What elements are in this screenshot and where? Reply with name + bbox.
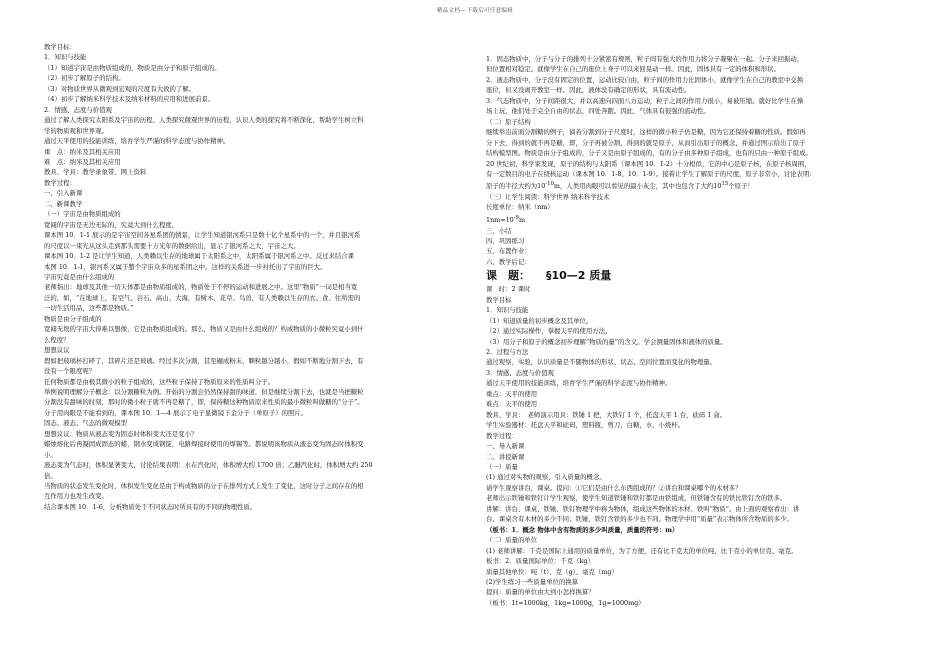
nm-unit: m: [518, 216, 525, 225]
atom-radius-base: 10: [537, 182, 546, 191]
text-line: 继续举出前面分割糖的例子，倘若分割到分子尺度时，这样的微小粒子仍是糖，因为它还保持着糖的性质。假如再: [486, 128, 806, 137]
text-line: 3．气态物质中，分子间距很大，并以高速向四面八方运动，粒子之间的作用力很小，易被压缩。就好比学生在操: [486, 96, 804, 105]
text-line: 讲解：讲台、课桌、铁锤、铁钉物理学中称为物体，组成这些物体的木材、铁叫“物质”。由上面的观察看出：讲: [486, 504, 800, 513]
text-line: 通过天平使用的技能训练，培育学生严谨的科学态度与协作精神。: [44, 137, 230, 146]
text-line: 想想议议：物质从液态变为固态时体积变大还是变小？: [44, 429, 198, 438]
text-line: 分割没有甜味的时刻，那时的微小粒子就不再是糖了，即，保持糖这种物质原来性质的最小微粒叫做糖的“分子”。: [44, 398, 364, 407]
text-line: 学生实验器材：托盘天平和砝码，塑料瓶，剪刀，白糖，水，小烧杯。: [486, 421, 685, 430]
left-column: [44, 42, 474, 512]
text-line: 一、引入新课: [44, 189, 83, 198]
text-line: 重点：天平的使用: [486, 389, 538, 398]
text-line: 通过天平使用的技能训练，培育学生严谨的科学态度与协作精神。: [486, 379, 672, 388]
text-line: 五、布置作业：: [486, 247, 531, 256]
text-line: 长度单位：纳米（nm）: [486, 203, 554, 212]
text-line: 但位置相对稳定。就像学生在自己的座位上身子可以来回晃动一样。因此，固体具有一定的体积和形状。: [486, 65, 780, 74]
text-line: 假如把玻璃杯打碎了，其碎片还是玻璃。经过多次分割，甚至碾成粉末，颗粒越分越小，假如不断地分割下去，有: [44, 356, 364, 365]
text-line: 一、导入新课: [486, 442, 525, 451]
atom-size-line: [486, 179, 916, 192]
text-line: （4）初步了解纳米科学技术及纳米材料的应用和进展前景。: [44, 95, 215, 104]
text-line: 课本图 10．1-2 是让学生知道，人类赖以生存的地球属于太阳系之中，太阳系属于银河系之中。反过来结合课: [44, 252, 355, 261]
right-column-mid: [486, 192, 916, 267]
atom-size-suffix: 个原子！: [728, 182, 754, 191]
atom-size-prefix: 原子的半径大约为: [486, 182, 538, 191]
text-line: （二）质量的单位: [486, 536, 538, 545]
atom-radius-exponent: -10: [545, 181, 554, 188]
text-line: （一）质量: [486, 463, 518, 472]
text-line: 泛的，如，“在地球上，有空气、岩石、高山、大海，有树木、花草、鸟兽，有人类赖以生存的衣、食、住所需的: [44, 293, 361, 302]
nm-exponent: -9: [513, 214, 519, 221]
text-line: 的尺度以一束光从这头走到那头需要十万光年的数据给出，显示了银河系之大，宇宙之大。: [44, 241, 300, 250]
text-line: （2）通过实际操作，掌握天平的使用方法。: [486, 327, 612, 336]
text-line: 三、小结: [486, 226, 512, 235]
text-line: 么程度？: [44, 335, 70, 344]
text-line: 固态、液态、气态的微观模型: [44, 419, 128, 428]
text-line: 二、讲授新课: [486, 452, 525, 461]
text-line: 重 点：纳米及其相关应用: [44, 147, 121, 156]
text-line: （二）原子结构: [486, 117, 531, 126]
text-line: 台、课桌含有木材的多少不同；铁锤、铁钉含铁的多少也不同。物理学中用“质量”表示物体所含物质的多少。: [486, 515, 793, 524]
text-line: 宇宙究竟是由什么组成的: [44, 272, 115, 281]
text-line: 座位，但又没离开教室一样。因此，液体没有确定的形状，具有流动性。: [486, 86, 691, 95]
text-line: 教具、学具： 老师演示用具：铁锤 1 把，大铁钉 1 个，托盘天平 1 台，砝码 1 盒。: [486, 410, 727, 419]
text-line: 互作用力也发生改变。: [44, 492, 108, 501]
text-line: (2)学生练习一些质量单位的换算: [486, 578, 579, 586]
atom-size-middle: m，人类用肉眼可以看见的最小灰尘，其中也包含了大约: [553, 182, 714, 191]
text-line: 1．知识与技能: [44, 53, 87, 62]
atom-count-exponent: 15: [721, 181, 729, 188]
right-column: [486, 54, 916, 608]
text-line: （2）初步了解原子的结构。: [44, 74, 125, 83]
text-line: 通过观察、实验，认识质量是不随物体的形状、状态、空间位置而变化的物理量。: [486, 358, 717, 367]
text-line: 举例说明理解分子概念：以分割糖粒为例。开始的分割会仍然保持甜的味道，但是继续分割下去，也就是当把糖粒: [44, 387, 364, 396]
text-line: 小。: [44, 450, 57, 459]
text-line: 没有一个限度呢？: [44, 367, 96, 376]
text-line: 教学目标：: [44, 43, 76, 51]
text-line: 物质是由分子组成的: [44, 314, 102, 323]
text-line: （1）知道质量的初步概念及其单位。: [486, 316, 593, 325]
text-line: 教学目标: [486, 295, 512, 304]
lesson-title-text: §10—2 质量: [546, 269, 612, 283]
text-line: 结构模型图。物质是由分子组成的，分子又是由原子组成的，有的分子由多种原子组成，也有的只由一种原子组成。: [486, 149, 812, 158]
text-line: （板书：1t=1000kg，1kg=1000g，1g=1000mg）: [486, 598, 645, 607]
text-line: 1．固态物质中，分子与分子的排列十分紧密有规则，粒子间有强大的作用力将分子凝聚在一起。分子来回振动，: [486, 55, 804, 63]
text-line: 结合课本图 10．1-6，分析物质处于不同状态时所具有的不同的物理性质。: [44, 502, 257, 511]
text-line: 老师指出：地球及其他一切天体都是由物质组成的，物质处于不停的运动和进展之中。这里“物质”一词是相当宽: [44, 283, 358, 292]
text-line: 当物质的状态发生变化时，体积发生变化是由于构成物质的分子在排列方式上发生了变化，这时分子之间存在的相: [44, 482, 364, 491]
text-line: 老师出示铁锤和铁钉让学生观察，使学生知道铁锤和铁钉都是由铁组成，但铁锤含有的铁比铁钉含的铁多。: [486, 494, 787, 503]
text-line: 有一定数目的电子在绕核运动（课本图 10．1-8、10．1-9）。接着让学生了解原子的尺度，原子非常小，讨论表明：: [486, 169, 816, 178]
text-line: 20 世纪初，科学家发现，原子的结构与太阳系（课本图 10．1-2）十分相似，它的中心是原子核，在原子核周围，: [486, 159, 811, 168]
text-line: 难点：天平的使用: [486, 400, 538, 409]
nanometer-definition: [486, 213, 916, 226]
text-line: 请学生观察讲台，课桌。提问：①它们是由什么东西组成的？②讲台和课桌哪个的木材多？: [486, 483, 742, 492]
text-line: 课 时：2 课时: [486, 285, 531, 294]
text-line: 课本图 10．1-1 展示的是宇宙空间各星系团的情景，让学生知道银河系只是数十亿个星系中的一个，并且银河系: [44, 231, 361, 240]
text-line: 板书：2．质量国际单位：千克（kg）: [486, 557, 594, 566]
text-line: 宽阔无垠的宇宙大得难以想像，它是由物质组成的。那么，物质又是由什么组成的？构成物质的小微粒究竟小到什: [44, 325, 364, 334]
text-line: （板书：1．概念 物体中含有物质的多少叫质量，质量的符号：m）: [486, 525, 679, 534]
text-line: 任何物质都是由极其微小的粒子组成的，这些粒子保持了物质原来的性质叫分子。: [44, 377, 275, 386]
text-line: 2．情感、态度与价值观: [44, 105, 112, 114]
text-line: (1) 老师讲解：千克是国际上通用的质量单位，为了方便，还有比千克大的单位吨，比千克小的单位克、毫克。: [486, 546, 798, 555]
text-line: 宽阔的宇宙是无边无际的，究竟大到什么程度，: [44, 220, 179, 229]
text-line: 想想议议: [44, 346, 70, 355]
text-line: 倍。: [44, 471, 57, 480]
lesson-title-label: 课 题：: [486, 269, 530, 283]
nm-base: 1nm=10: [486, 216, 514, 225]
text-line: 质量其他单位：吨（t）、克（g）、毫克（mg）: [486, 567, 618, 576]
page-header: 精品文档---下载后可任意编辑: [436, 8, 514, 14]
text-line: 分下去，得到的就不再是糖，即，分子再被分割，得到的就是原子，从而引出原子的概念，并通过图示给出了原子: [486, 138, 806, 147]
lesson-title: [486, 269, 916, 283]
text-line: （1）知道宇宙是由物质组成的，物质是由分子和原子组成的。: [44, 63, 221, 72]
text-line: 液态变为气态时，体积显著变大，讨论结果表明：水在汽化时，体积增大约 1700 倍；乙醚汽化时，体积增大约 250: [44, 461, 373, 470]
text-line: 四、巩固练习: [486, 236, 525, 245]
text-line: 通过了解人类探究太阳系及宇宙的历程、人类探究微观世界的历程，认识人类的探究将不断深化，帮助学生树立科: [44, 116, 364, 125]
text-line: （一）宇宙是由物质组成的: [44, 210, 121, 219]
right-column-top: [486, 54, 916, 179]
text-line: 2．液态物质中，分子没有固定的位置，运动比较自由，粒子间的作用力比固体小，就像学生在自己的教室中交换: [486, 75, 804, 84]
text-line: 分子用肉眼是不能看到的，课本图 10．1—4 展示了电子显微镜下金分子（单原子）的照片。: [44, 408, 308, 417]
text-line: 提问：质量的单位由大到小怎样换算？: [486, 588, 595, 597]
text-line: 2．过程与方法: [486, 348, 529, 357]
text-line: 学的物质观和世界观。: [44, 126, 108, 135]
right-column-bottom: [486, 284, 916, 608]
text-line: 教学过程：: [486, 431, 518, 440]
text-line: 二、新课教学: [44, 199, 83, 208]
text-line: 难 点：纳米及其相关应用: [44, 157, 121, 166]
text-line: 本图 10．1-1，银河系又属于整个宇宙众多的星系团之中。这样的关系进一步衬托出了宇宙的巨大。: [44, 262, 327, 271]
atom-count-base: 10: [713, 182, 722, 191]
text-line: 3．情感、态度与价值观: [486, 368, 554, 377]
text-line: （三）让学生阅读：科学世界 纳米科学技术: [486, 193, 610, 202]
text-line: 一切生活用品，这些都是物质。”: [44, 304, 134, 313]
text-line: 场上玩，他们处于完全自由的状态，四处奔跑。因此，气体具有很强的流动性。: [486, 107, 710, 116]
text-line: 1．知识与技能: [486, 306, 529, 315]
text-line: (1) 通过对实物的观察，引入质量的概念。: [486, 473, 606, 482]
text-line: 教具、学具：教学录象带、网上资料: [44, 168, 147, 177]
text-line: 六、教学后记：: [486, 257, 531, 266]
text-line: （3）对物质世界从微观到宏观的尺度有大致的了解。: [44, 84, 196, 93]
text-line: 教学过程：: [44, 178, 76, 187]
text-line: （3）用分子和原子的概念初步理解“物质的量”的含义。学会测量固体和液体的质量。: [486, 337, 727, 346]
text-line: 蜡烛熔化后再凝固成固态的蜡，钢水变成钢锭，电路焊接时使用的焊锡等。都说明该物质从液态变为固态时体积变: [44, 440, 364, 449]
